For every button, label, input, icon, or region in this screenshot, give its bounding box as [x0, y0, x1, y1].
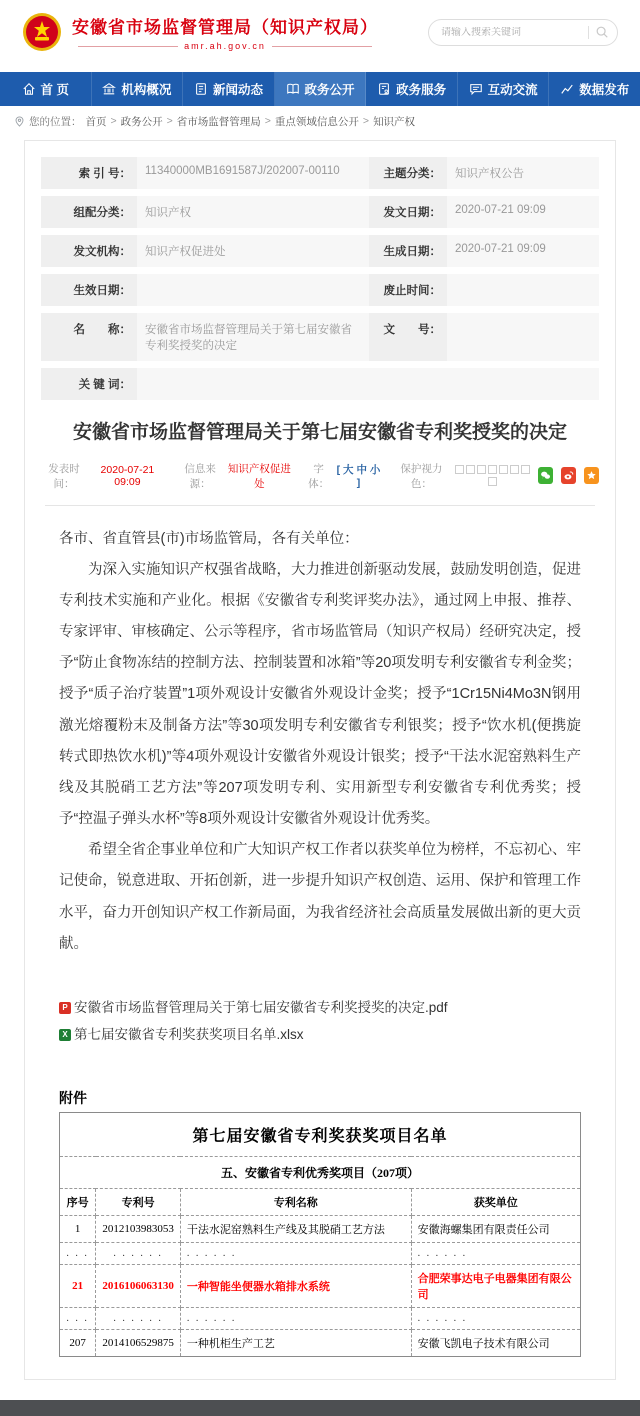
breadcrumb-prefix: 您的位置： — [29, 115, 82, 128]
publish-time-label: 发表时间： — [48, 462, 80, 490]
attachment-link-xlsx[interactable] — [59, 1021, 581, 1048]
home-icon — [22, 82, 36, 96]
open-book-icon — [286, 82, 300, 96]
cell-patent-no: 2016106063130 — [96, 1265, 181, 1308]
attachment-name: 安徽省市场监督管理局关于第七届安徽省专利奖授奖的决定.pdf — [74, 1000, 448, 1015]
appendix-label: 附件 — [59, 1092, 87, 1107]
source-label: 信息来源： — [184, 462, 216, 490]
breadcrumb-separator: > — [264, 115, 271, 127]
nav-item-home[interactable] — [0, 72, 92, 106]
meta-value-issue-date: 2020-07-21 09:09 — [447, 196, 599, 228]
breadcrumb-item-disclosure[interactable]: 政务公开 — [120, 115, 163, 128]
meta-value-keywords — [137, 368, 599, 400]
col-header-patent-name: 专利名称 — [180, 1189, 411, 1216]
table-title-row — [60, 1113, 581, 1157]
meta-value-abolish-date — [447, 274, 599, 306]
eye-color-swatch[interactable] — [455, 465, 464, 474]
nav-label: 新闻动态 — [212, 83, 263, 97]
chart-icon — [560, 82, 574, 96]
font-size-options[interactable]: [ 大 中 小 ] — [336, 464, 381, 490]
nav-label: 首 页 — [40, 83, 70, 97]
meta-row — [41, 313, 599, 361]
meta-row — [41, 274, 599, 306]
meta-value-doc-number — [447, 313, 599, 361]
body-paragraph-decision: 为深入实施知识产权强省战略，大力推进创新驱动发展，鼓励发明创造，促进专利技术实施和产业化。根据《安徽省专利奖评奖办法》，通过网上申报、推荐、专家评审、审核确定、公示等程序，省市场监管局（知识产权局）经研究决定，授予“防止食物冻结的控制方法、控制装置和冰箱”等20项发明专利安徽省专利金奖；授予“质子治疗装置”1项外观设计安徽省外观设计金奖；授予“1Cr15Ni4Mo3N钢用激光熔覆粉末及制备方法”等30项发明专利安徽省专利银奖；授予“饮水机(便携旋转式即热饮水机)”等4项外观设计安徽省外观设计银奖；授予“干法水泥窑熟料生产线及其脱硝工艺方法”等207项发明专利、实用新型专利安徽省专利优秀奖；授予“控温子弹头水杯”等8项外观设计安徽省外观设计优秀奖。 — [59, 561, 581, 828]
meta-value-name: 安徽省市场监督管理局关于第七届安徽省专利奖授奖的决定 — [137, 313, 369, 361]
cell-no: . . . — [60, 1243, 96, 1265]
meta-label-keywords: 关 键 词： — [41, 368, 137, 400]
eye-color-swatch[interactable] — [499, 465, 508, 474]
cell-patent-name: 一种机柜生产工艺 — [180, 1330, 411, 1357]
font-size-label: 字体： — [308, 462, 330, 490]
excel-file-icon: X — [59, 1029, 71, 1041]
cell-winner: . . . . . . — [411, 1243, 580, 1265]
meta-value-create-date: 2020-07-21 09:09 — [447, 235, 599, 267]
source-value[interactable]: 知识产权促进处 — [227, 462, 291, 490]
eye-color-swatch[interactable] — [510, 465, 519, 474]
publish-time: 2020-07-21 09:09 — [100, 463, 155, 488]
meta-label-abolish-date: 废止时间： — [369, 274, 447, 306]
meta-label-doc-number: 文 号： — [369, 313, 447, 361]
nav-label: 政务服务 — [396, 83, 447, 97]
service-icon — [377, 82, 391, 96]
table-row-highlighted — [60, 1265, 581, 1308]
cell-no: 207 — [60, 1330, 96, 1357]
site-url: amr.ah.gov.cn — [72, 41, 378, 51]
breadcrumb-separator: > — [166, 115, 173, 127]
location-pin-icon — [14, 116, 25, 127]
meta-value-issuing-org: 知识产权促进处 — [137, 235, 369, 267]
brand-block — [72, 13, 378, 51]
cell-patent-name: . . . . . . — [180, 1308, 411, 1330]
eye-color-swatch[interactable] — [521, 465, 530, 474]
meta-label-index-no: 索 引 号： — [41, 157, 137, 189]
body-paragraph-salutation: 各市、省直管县(市)市场监管局，各有关单位： — [59, 530, 359, 547]
institution-icon — [102, 82, 116, 96]
eye-color-swatch[interactable] — [477, 465, 486, 474]
nav-item-news[interactable] — [183, 72, 275, 106]
article-meta-line — [41, 461, 599, 491]
attachment-name: 第七届安徽省专利奖获奖项目名单.xlsx — [74, 1027, 304, 1042]
site-title: 安徽省市场监督管理局（知识产权局） — [72, 18, 378, 37]
weibo-icon — [563, 470, 574, 481]
cell-winner: 安徽海螺集团有限责任公司 — [411, 1216, 580, 1243]
content-card — [24, 140, 616, 1380]
table-header-row — [60, 1189, 581, 1216]
breadcrumb-separator: > — [110, 115, 117, 127]
search-separator — [588, 26, 589, 39]
nav-label: 政务公开 — [304, 83, 355, 97]
main-nav — [0, 72, 640, 106]
table-row-ellipsis — [60, 1243, 581, 1265]
breadcrumb-item-ip[interactable]: 知识产权 — [373, 115, 416, 128]
pdf-file-icon: P — [59, 1002, 71, 1014]
star-icon — [586, 470, 597, 481]
attachment-link-pdf[interactable] — [59, 994, 581, 1021]
cell-no: . . . — [60, 1308, 96, 1330]
cell-patent-no: 2012103983053 — [96, 1216, 181, 1243]
page-title: 安徽省市场监督管理局关于第七届安徽省专利奖授奖的决定 — [72, 422, 567, 443]
cell-winner: 安徽飞凯电子技术有限公司 — [411, 1330, 580, 1357]
cell-patent-name: 干法水泥窑熟料生产线及其脱硝工艺方法 — [180, 1216, 411, 1243]
breadcrumb-item-home[interactable]: 首页 — [85, 115, 107, 128]
meta-label-issuing-org: 发文机构： — [41, 235, 137, 267]
meta-value-index-no: 11340000MB1691587J/202007-00110 — [137, 157, 369, 189]
meta-row — [41, 368, 599, 400]
meta-label-group-category: 组配分类： — [41, 196, 137, 228]
breadcrumb-item-bureau[interactable]: 省市场监督管理局 — [176, 115, 261, 128]
eye-protection-label: 保护视力色： — [400, 462, 443, 490]
appendix-section — [41, 1048, 599, 1357]
site-header — [0, 0, 640, 64]
nav-item-data-release[interactable] — [549, 72, 640, 106]
cell-winner: 合肥荣事达电子电器集团有限公司 — [411, 1265, 580, 1308]
cell-patent-no: . . . . . . — [96, 1243, 181, 1265]
nav-item-interaction[interactable] — [458, 72, 550, 106]
chat-icon — [469, 82, 483, 96]
nav-label: 互动交流 — [487, 83, 538, 97]
breadcrumb-separator: > — [362, 115, 370, 127]
table-section-title: 五、安徽省专利优秀奖项目（207项） — [60, 1157, 581, 1189]
cell-patent-no: 2014106529875 — [96, 1330, 181, 1357]
nav-item-organization[interactable] — [92, 72, 184, 106]
body-paragraph-hope: 希望全省企事业单位和广大知识产权工作者以获奖单位为榜样，不忘初心、牢记使命，锐意进取、开拓创新，进一步提升知识产权创造、运用、保护和管理工作水平，奋力开创知识产权工作新局面，为我省经济社会高质量发展做出新的更大贡献。 — [59, 842, 581, 952]
col-header-winner: 获奖单位 — [411, 1189, 580, 1216]
breadcrumb — [0, 106, 640, 136]
meta-value-topic-category: 知识产权公告 — [447, 157, 599, 189]
table-row — [60, 1216, 581, 1243]
share-favorite-button[interactable] — [584, 467, 599, 484]
table-row-ellipsis — [60, 1308, 581, 1330]
search-input[interactable] — [441, 27, 588, 38]
nav-item-gov-disclosure[interactable] — [275, 72, 367, 106]
table-title: 第七届安徽省专利奖获奖项目名单 — [60, 1113, 581, 1157]
meta-row — [41, 196, 599, 228]
meta-value-effective-date — [137, 274, 369, 306]
attachment-links — [41, 960, 599, 1048]
footer-bar — [0, 1400, 640, 1416]
nav-item-gov-services[interactable] — [366, 72, 458, 106]
article-body — [41, 506, 599, 960]
meta-value-group-category: 知识产权 — [137, 196, 369, 228]
eye-color-swatches — [453, 464, 530, 488]
table-row — [60, 1330, 581, 1357]
cell-no: 21 — [60, 1265, 96, 1308]
col-header-patent-no: 专利号 — [96, 1189, 181, 1216]
nav-label: 机构概况 — [121, 83, 172, 97]
nav-label: 数据发布 — [579, 83, 630, 97]
wechat-icon — [540, 470, 551, 481]
cell-winner: . . . . . . — [411, 1308, 580, 1330]
cell-no: 1 — [60, 1216, 96, 1243]
award-list-table — [59, 1112, 581, 1357]
search-icon[interactable] — [595, 25, 609, 39]
meta-label-topic-category: 主题分类： — [369, 157, 447, 189]
meta-row — [41, 235, 599, 267]
share-weibo-button[interactable] — [561, 467, 576, 484]
eye-color-swatch[interactable] — [466, 465, 475, 474]
breadcrumb-item-key-info[interactable]: 重点领域信息公开 — [274, 115, 359, 128]
national-emblem-logo — [22, 12, 62, 52]
cell-patent-name: 一种智能坐便器水箱排水系统 — [180, 1265, 411, 1308]
meta-label-create-date: 生成日期： — [369, 235, 447, 267]
col-header-no: 序号 — [60, 1189, 96, 1216]
meta-label-name: 名 称： — [41, 313, 137, 361]
cell-patent-name: . . . . . . — [180, 1243, 411, 1265]
search-box[interactable] — [428, 19, 618, 46]
share-wechat-button[interactable] — [538, 467, 553, 484]
news-icon — [194, 82, 208, 96]
document-meta-table — [41, 157, 599, 400]
meta-label-issue-date: 发文日期： — [369, 196, 447, 228]
cell-patent-no: . . . . . . — [96, 1308, 181, 1330]
meta-label-effective-date: 生效日期： — [41, 274, 137, 306]
eye-color-swatch[interactable] — [488, 465, 497, 474]
eye-color-swatch[interactable] — [488, 477, 497, 486]
meta-row — [41, 157, 599, 189]
table-section-row — [60, 1157, 581, 1189]
